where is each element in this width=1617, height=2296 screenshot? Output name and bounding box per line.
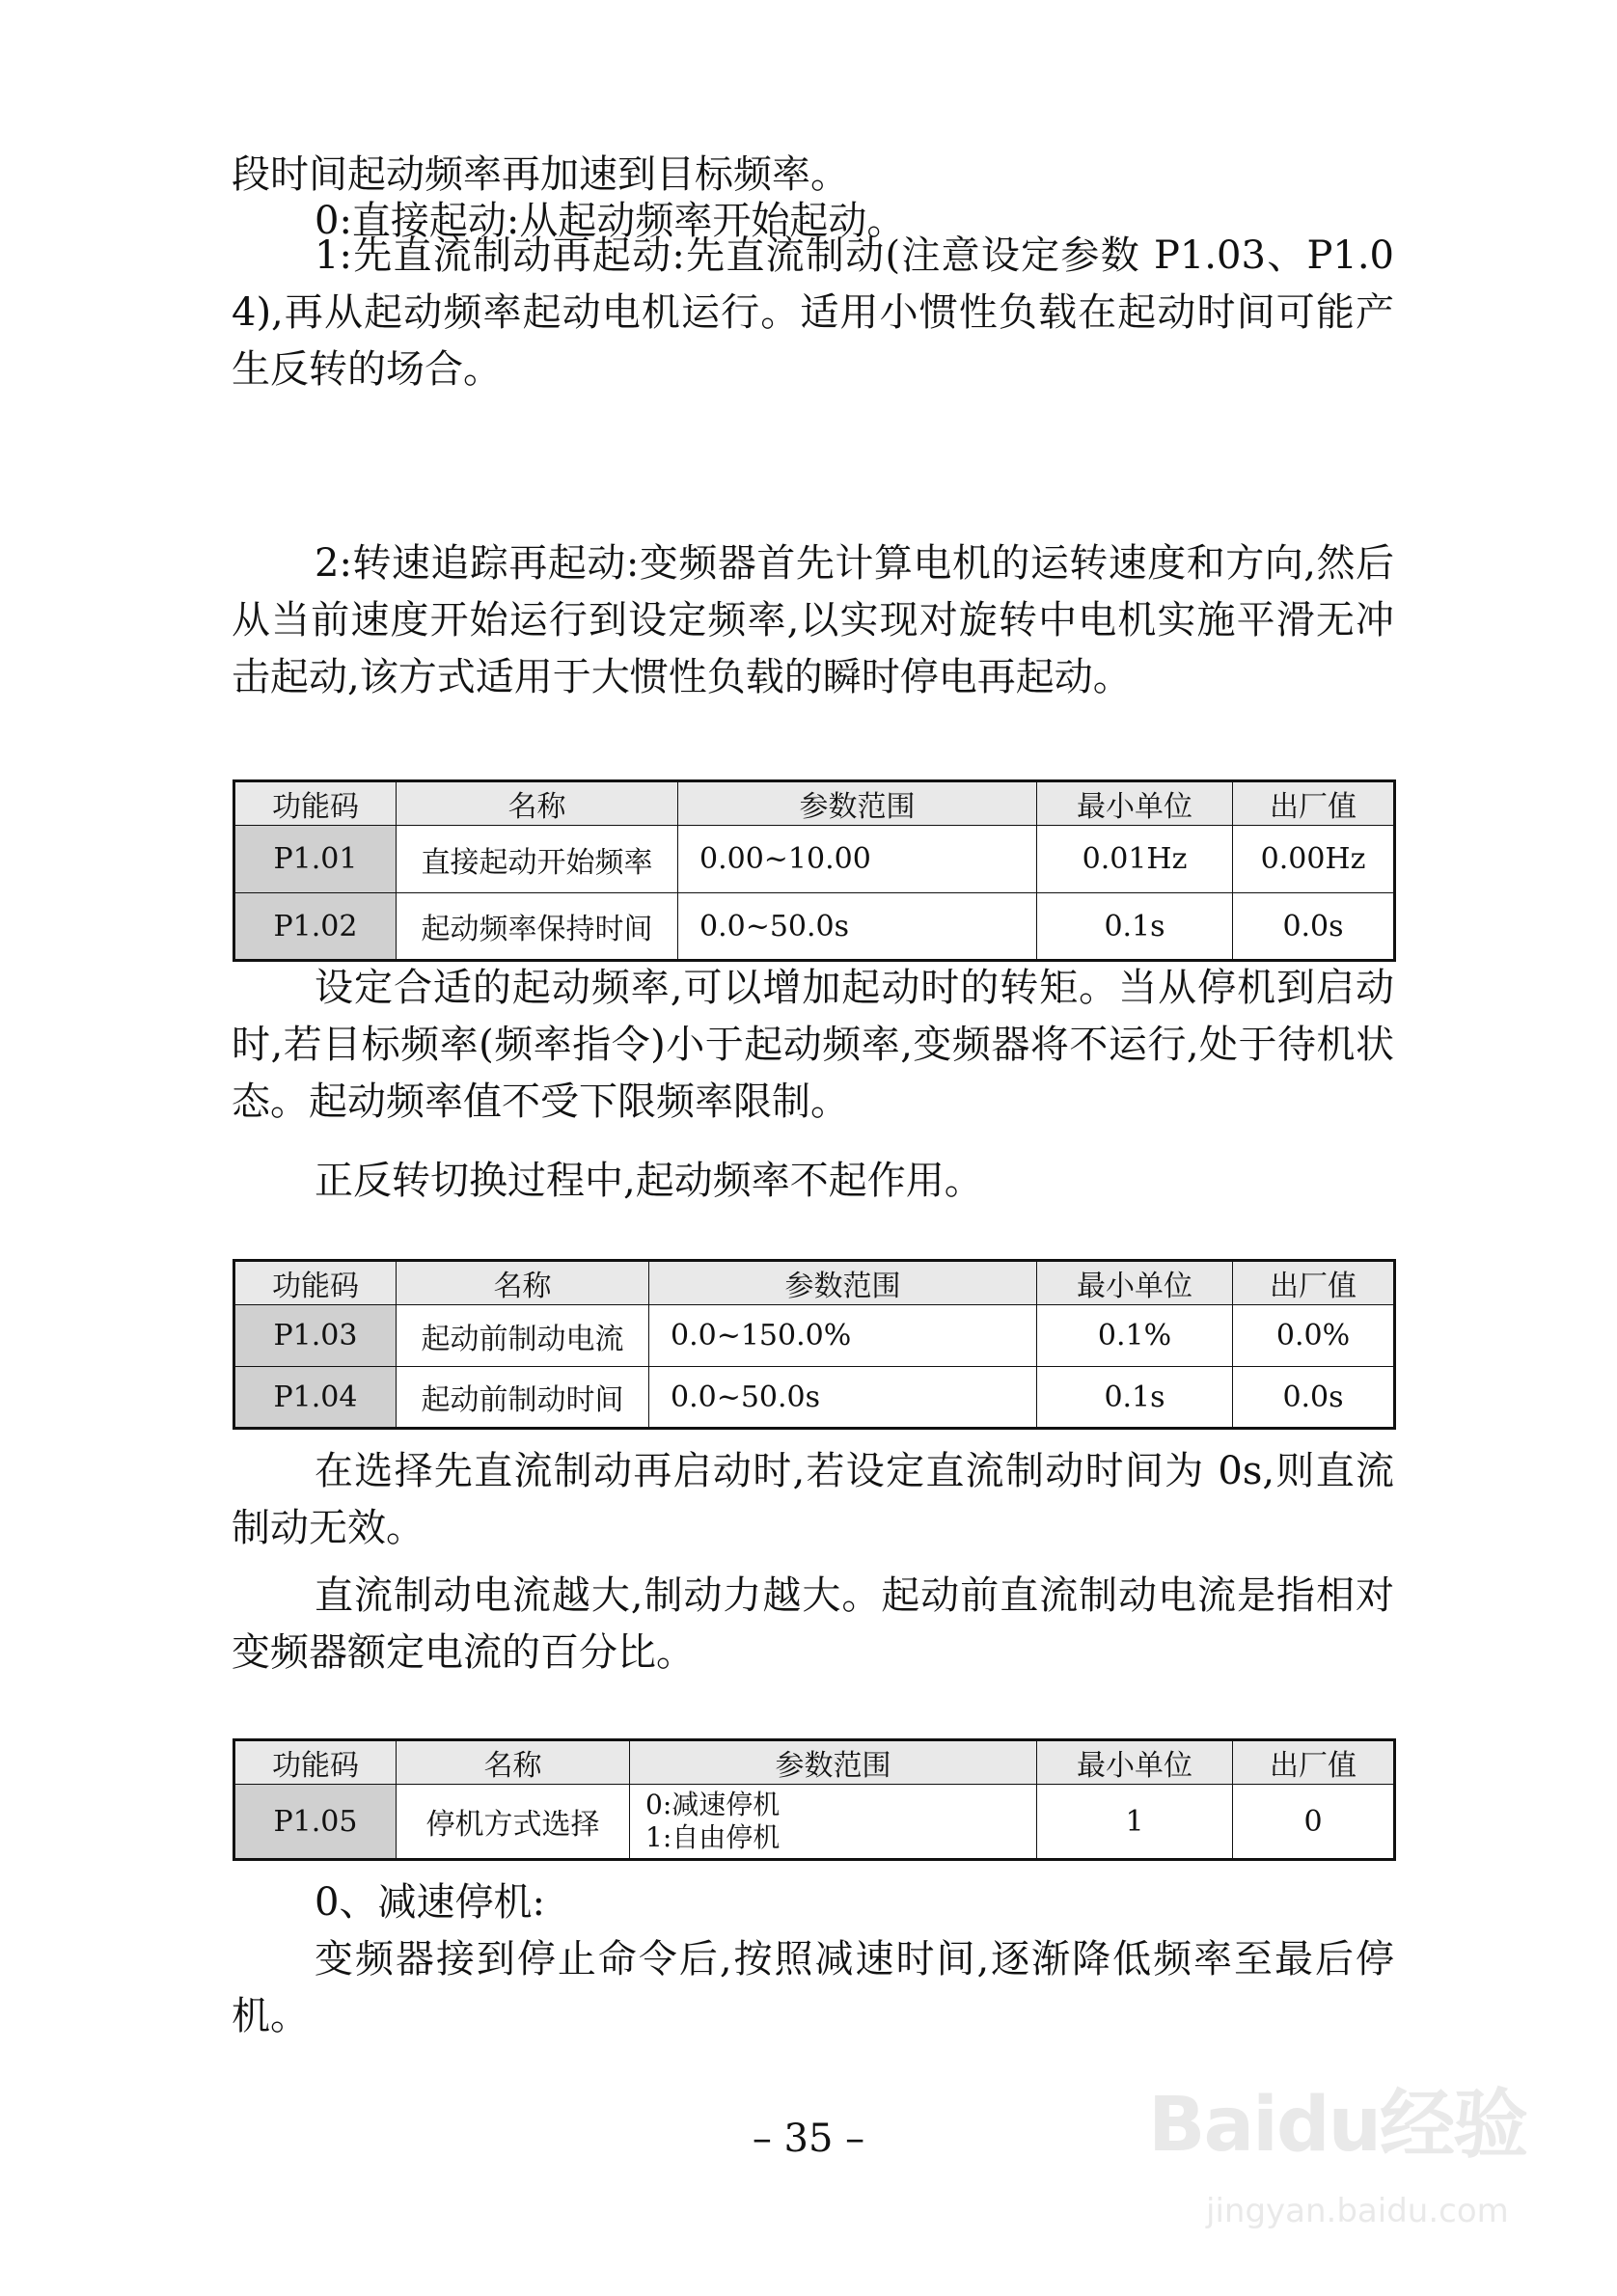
header-default: 出厂值 [1233, 781, 1395, 826]
cell-range: 0.0~50.0s [678, 893, 1037, 961]
cell-name: 停机方式选择 [397, 1785, 630, 1860]
range-option: 0:减速停机 [645, 1789, 781, 1820]
paragraph: 变频器接到停止命令后,按照减速时间,逐渐降低频率至最后停机。 [232, 1937, 1394, 2038]
cell-name: 直接起动开始频率 [397, 826, 678, 893]
header-code: 功能码 [234, 781, 397, 826]
header-unit: 最小单位 [1037, 1261, 1233, 1305]
cell-unit: 0.01Hz [1037, 826, 1233, 893]
header-unit: 最小单位 [1037, 781, 1233, 826]
header-unit: 最小单位 [1037, 1740, 1233, 1785]
header-code: 功能码 [234, 1740, 397, 1785]
paragraph: 0、减速停机: [315, 1880, 545, 1925]
range-option: 1:自由停机 [645, 1821, 781, 1853]
cell-range: 0.00~10.00 [678, 826, 1037, 893]
paragraph: 段时间起动频率再加速到目标频率。 [232, 152, 849, 197]
cell-code: P1.04 [234, 1367, 397, 1429]
header-default: 出厂值 [1233, 1740, 1395, 1785]
paragraph: 直流制动电流越大,制动力越大。起动前直流制动电流是指相对变频器额定电流的百分比。 [232, 1573, 1394, 1675]
cell-unit: 0.1s [1037, 1367, 1233, 1429]
paragraph: 1:先直流制动再起动:先直流制动(注意设定参数 P1.03、P1.04),再从起动频率起动电机运行。适用小惯性负载在起动时间可能产生反转的场合。 [232, 233, 1394, 392]
cell-code: P1.05 [234, 1785, 397, 1860]
cell-name: 起动频率保持时间 [397, 893, 678, 961]
watermark-url: jingyan.baidu.com [1206, 2192, 1509, 2230]
header-default: 出厂值 [1233, 1261, 1395, 1305]
paragraph: 在选择先直流制动再启动时,若设定直流制动时间为 0s,则直流制动无效。 [232, 1449, 1394, 1550]
cell-unit: 1 [1037, 1785, 1233, 1860]
table-row [234, 893, 1395, 961]
cell-code: P1.02 [234, 893, 397, 961]
cell-unit: 0.1% [1037, 1305, 1233, 1367]
table-row [234, 1367, 1395, 1429]
table-row [234, 1785, 1395, 1860]
table-row [234, 1305, 1395, 1367]
watermark [1148, 2064, 1553, 2267]
parameter-table-1 [233, 779, 1396, 962]
parameter-table-2 [233, 1259, 1396, 1430]
header-name: 名称 [397, 1740, 630, 1785]
cell-unit: 0.1s [1037, 893, 1233, 961]
cell-range: 0.0~50.0s [649, 1367, 1037, 1429]
cell-default: 0 [1233, 1785, 1395, 1860]
header-name: 名称 [397, 1261, 649, 1305]
cell-code: P1.03 [234, 1305, 397, 1367]
header-name: 名称 [397, 781, 678, 826]
header-code: 功能码 [234, 1261, 397, 1305]
cell-range: 0.0~150.0% [649, 1305, 1037, 1367]
cell-default: 0.0s [1233, 893, 1395, 961]
header-range: 参数范围 [630, 1740, 1037, 1785]
cell-default: 0.0s [1233, 1367, 1395, 1429]
parameter-table-3 [233, 1738, 1396, 1861]
cell-default: 0.0% [1233, 1305, 1395, 1367]
header-range: 参数范围 [649, 1261, 1037, 1305]
cell-default: 0.00Hz [1233, 826, 1395, 893]
cell-name: 起动前制动电流 [397, 1305, 649, 1367]
page-number: – 35 – [752, 2117, 865, 2161]
cell-range [630, 1785, 1037, 1860]
watermark-logo: Baidu经验 [1148, 2082, 1527, 2169]
cell-code: P1.01 [234, 826, 397, 893]
paragraph: 2:转速追踪再起动:变频器首先计算电机的运转速度和方向,然后从当前速度开始运行到设定频率,以实现对旋转中电机实施平滑无冲击起动,该方式适用于大惯性负载的瞬时停电再起动。 [232, 541, 1394, 699]
paragraph: 正反转切换过程中,起动频率不起作用。 [315, 1159, 983, 1203]
table-row [234, 826, 1395, 893]
header-range: 参数范围 [678, 781, 1037, 826]
paragraph: 设定合适的起动频率,可以增加起动时的转矩。当从停机到启动时,若目标频率(频率指令)小于起动频率,变频器将不运行,处于待机状态。起动频率值不受下限频率限制。 [232, 966, 1394, 1124]
cell-name: 起动前制动时间 [397, 1367, 649, 1429]
paragraph: 0:直接起动:从起动频率开始起动。 [315, 199, 906, 243]
